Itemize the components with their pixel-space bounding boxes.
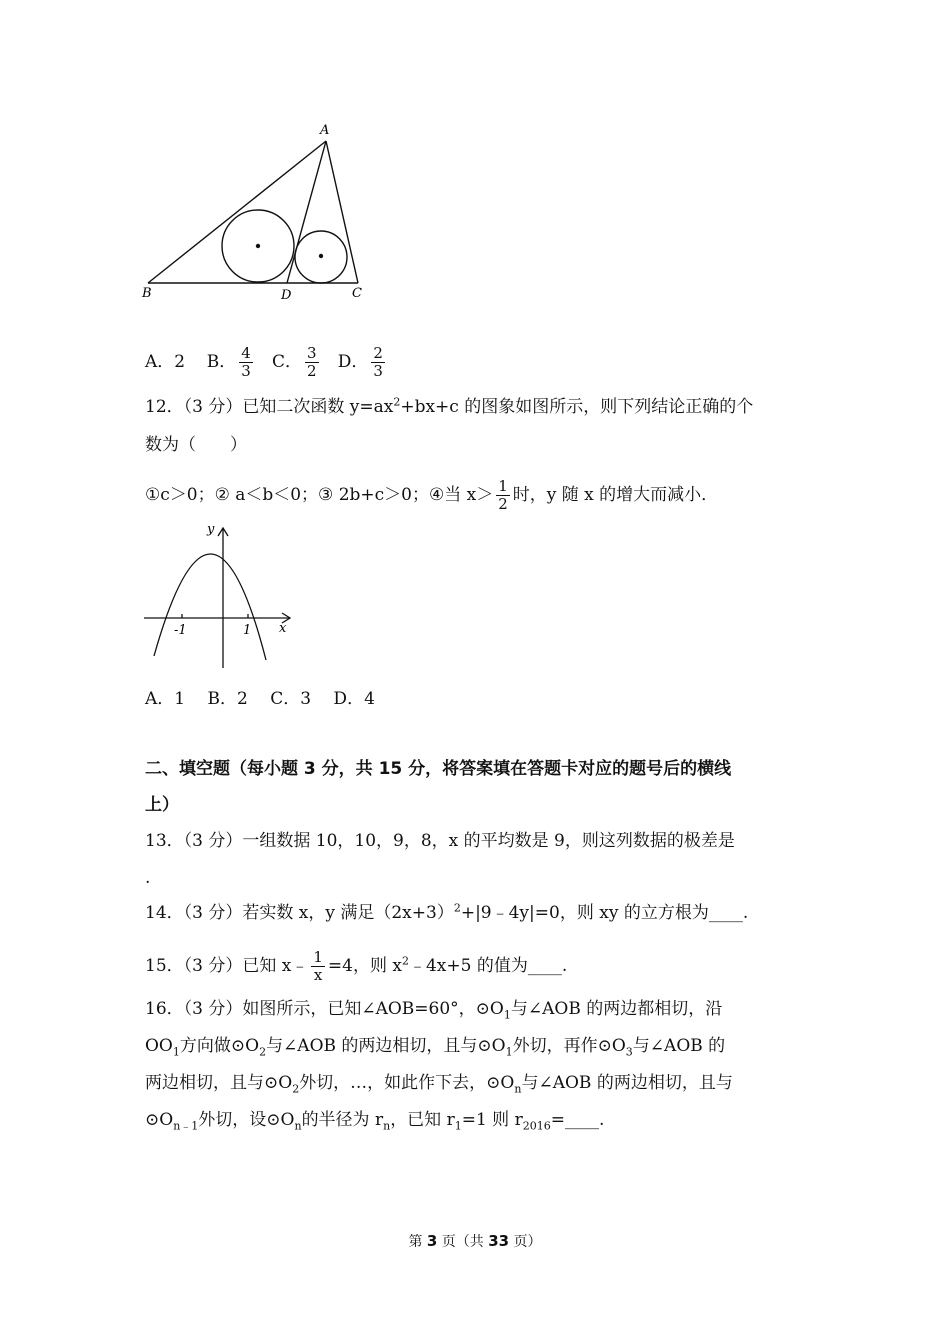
vertex-label-b: B: [142, 286, 152, 301]
vertex-label-c: C: [352, 286, 362, 301]
page-number: 3: [426, 1232, 438, 1250]
q12-options: A．1 B．2 C．3 D．4: [145, 689, 375, 709]
q15-fraction: $\frac{1}{x}$: [313, 948, 323, 984]
q16-line-1: 16．（3 分）如图所示，已知∠AOB=60°，$⊙O_1$与∠AOB 的两边都相切，沿: [145, 999, 723, 1022]
q12-line-3: ①c＞0；② a＜b＜0；③ 2b+c＞0；④当 x＞ $\frac{1}{2}$ 时，y 随 x 的增大而减小．: [145, 477, 719, 513]
q11-options: [145, 345, 388, 380]
q12-line-1: 12．（3 分）已知二次函数 $y=ax^2+bx+c$ 的图象如图所示，则下列结论正确的个: [145, 395, 754, 417]
page-footer: 第 3 页（共 33 页）: [408, 1232, 542, 1250]
q11-option-a: A．2: [145, 352, 186, 372]
tick-label-1: 1: [243, 623, 252, 638]
q16-line-4: $⊙O_{n﹣1}$外切，设$⊙O_n$的半径为 $r_n$，已知 $r_1=1$ 则 $r_{2016}=\_\_\_\_$.: [145, 1110, 605, 1133]
q13-line-2: .: [145, 868, 151, 888]
section-2-heading-line-2: 上）: [145, 795, 179, 815]
q12-line-2: 数为（ ）: [145, 435, 247, 455]
q16-line-2: $OO_1$方向做$⊙O_2$与∠AOB 的两边相切，且与$⊙O_1$外切，再作$⊙O_3$与∠AOB 的: [145, 1036, 726, 1059]
page-total: 33: [488, 1232, 510, 1250]
q11-option-b-label: B．: [206, 352, 237, 372]
axis-label-y: y: [207, 522, 215, 537]
q11-option-c-fraction: $\frac{3}{2}$: [307, 344, 317, 380]
q16-line-3: 两边相切，且与$⊙O_2$外切，…，如此作下去，$⊙O_n$与∠AOB 的两边相切，且与: [145, 1073, 733, 1096]
q14-line: 14．（3 分）若实数 x，y 满足$(2x+3)^2+|9﹣4y|=0$，则 xy 的立方根为____.: [145, 901, 749, 923]
q11-option-d-fraction: $\frac{2}{3}$: [373, 344, 383, 380]
q11-option-c-label: C．: [271, 352, 302, 372]
vertex-label-a: A: [320, 123, 330, 138]
q11-option-d-label: D．: [337, 352, 369, 372]
q12-fraction: $\frac{1}{2}$: [498, 477, 508, 513]
q11-option-b-fraction: $\frac{4}{3}$: [241, 344, 251, 380]
parabola-figure: [140, 520, 300, 670]
tick-label-neg1: -1: [174, 623, 187, 638]
section-2-heading-line-1: 二、填空题（每小题 3 分，共 15 分，将答案填在答题卡对应的题号后的横线: [145, 759, 732, 779]
vertex-label-d: D: [281, 288, 292, 303]
triangle-figure: [140, 118, 380, 308]
axis-label-x: x: [279, 621, 287, 636]
q13-line-1: 13．（3 分）一组数据 10，10，9，8，x 的平均数是 9，则这列数据的极差是: [145, 831, 735, 851]
q15-line: 15．（3 分）已知 x﹣ $\frac{1}{x}$ =4，则 $x^2﹣4x+5$ 的值为____.: [145, 948, 568, 984]
